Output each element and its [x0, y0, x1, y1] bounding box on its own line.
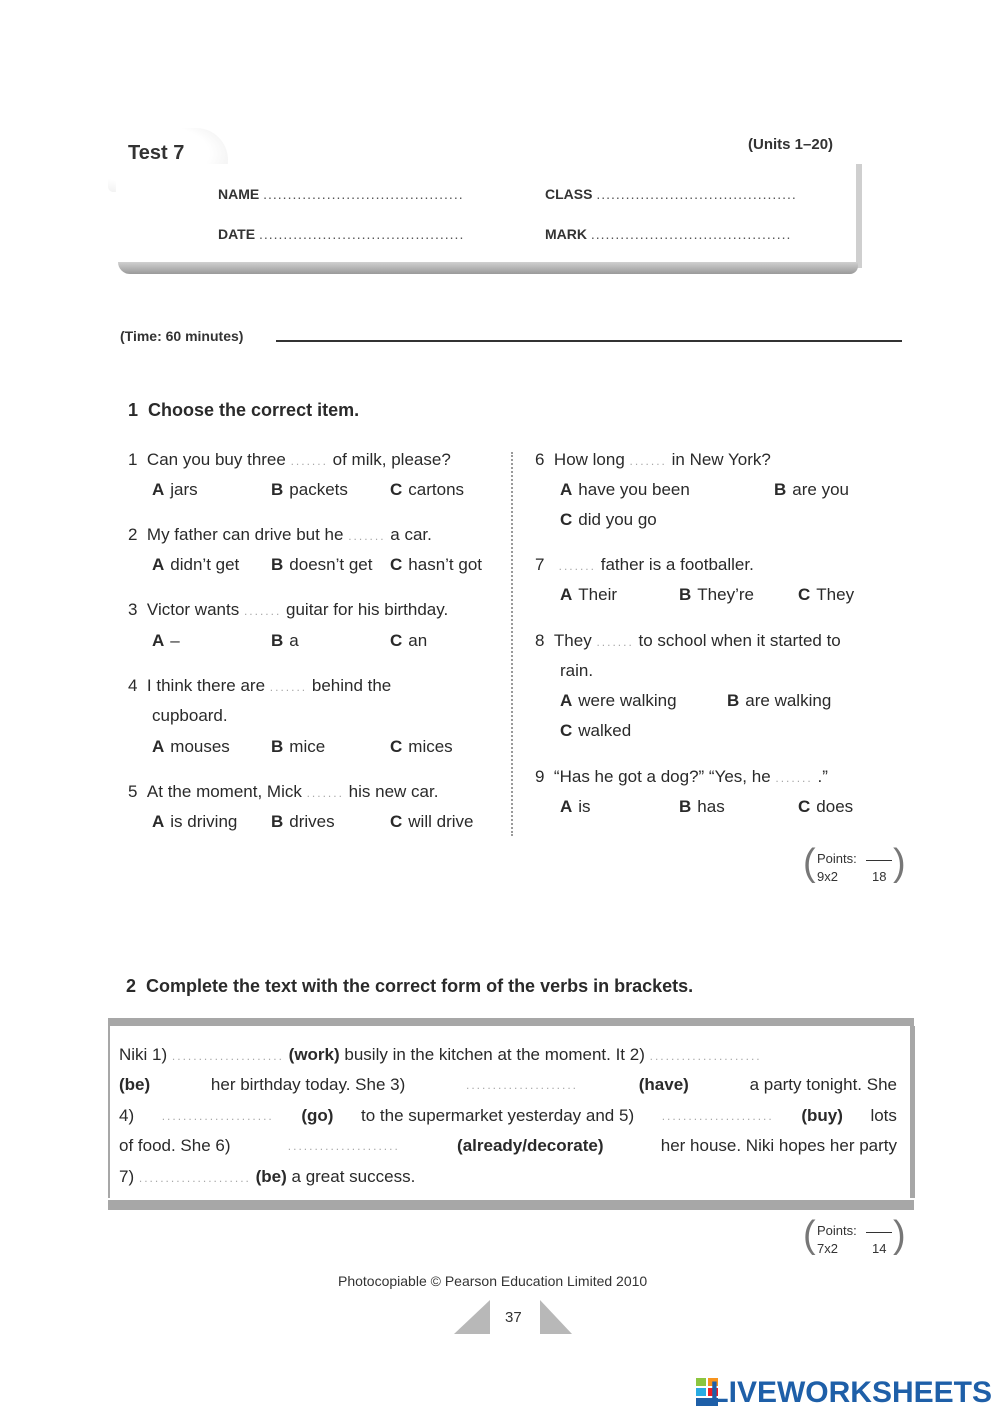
name-field[interactable]: NAME ......................................... [218, 186, 464, 202]
text-line-3: 4) ..................... (go) to the supermarket yesterday and 5) ..................... (buy) lots [119, 1106, 897, 1125]
question-2: 2 My father can drive but he ....... a car. [128, 525, 432, 544]
question-5: 5 At the moment, Mick ....... his new car. [128, 782, 439, 801]
option-8b[interactable]: B are walking [727, 691, 832, 710]
option-2a[interactable]: A didn’t get [152, 555, 240, 574]
points-total-1: 18 [872, 869, 887, 884]
question-6: 6 How long ....... in New York? [535, 450, 771, 469]
answer-gap[interactable]: ..................... [661, 1109, 774, 1123]
option-7a[interactable]: A Their [560, 585, 618, 604]
answer-gap[interactable]: ..................... [171, 1049, 284, 1063]
section2-heading: 2 Complete the text with the correct form of the verbs in brackets. [126, 976, 694, 996]
time-label: (Time: 60 minutes) [120, 328, 244, 344]
points-label-2: Points: [817, 1223, 857, 1238]
option-2b[interactable]: B doesn’t get [271, 555, 373, 574]
page-triangle-left [454, 1300, 490, 1334]
question-4-cont: cupboard. [152, 706, 228, 725]
student-info-card [116, 164, 862, 268]
option-5a[interactable]: A is driving [152, 812, 238, 831]
answer-gap[interactable]: ....... [629, 454, 667, 468]
answer-gap[interactable]: ....... [348, 529, 386, 543]
mark-field[interactable]: MARK ......................................... [545, 226, 792, 242]
points-calc-2: 7x2 [817, 1241, 838, 1256]
answer-gap[interactable]: ....... [558, 559, 596, 573]
text-line-2: (be) her birthday today. She 3) ..................... (have) a party tonight. She [119, 1075, 897, 1094]
brand-wordmark[interactable]: LIVEWORKSHEETS [710, 1376, 992, 1409]
test-title: Test 7 [128, 142, 185, 164]
option-1b[interactable]: B packets [271, 480, 348, 499]
option-9c[interactable]: C does [798, 797, 854, 816]
question-4: 4 I think there are ....... behind the [128, 676, 392, 695]
answer-gap[interactable]: ....... [269, 680, 308, 694]
answer-gap[interactable]: ..................... [287, 1139, 400, 1153]
section1-heading: 1 Choose the correct item. [128, 400, 360, 420]
points-label-1: Points: [817, 851, 857, 866]
option-6b[interactable]: B are you [774, 480, 849, 499]
answer-gap[interactable]: ....... [306, 786, 344, 800]
question-8-cont: rain. [560, 661, 594, 680]
option-4c[interactable]: C mices [390, 737, 453, 756]
page-number: 37 [505, 1309, 522, 1326]
page-triangle-right [540, 1300, 572, 1334]
points-paren-left: ( [803, 842, 816, 884]
question-8: 8 They ....... to school when it started to [535, 631, 841, 650]
answer-gap[interactable]: ..................... [466, 1078, 579, 1092]
answer-gap[interactable]: ..................... [138, 1171, 251, 1185]
column-divider [511, 452, 513, 836]
box-bottom-bar [108, 1200, 914, 1210]
points-paren-left: ( [803, 1214, 816, 1256]
option-9a[interactable]: A is [560, 797, 591, 816]
option-4b[interactable]: B mice [271, 737, 326, 756]
option-2c[interactable]: C hasn’t got [390, 555, 483, 574]
text-line-5: 7) ..................... (be) a great success. [119, 1167, 416, 1186]
option-5b[interactable]: B drives [271, 812, 335, 831]
question-9: 9 “Has he got a dog?” “Yes, he ....... .” [535, 767, 828, 786]
option-1c[interactable]: C cartons [390, 480, 465, 499]
date-field[interactable]: DATE .......................................... [218, 226, 465, 242]
class-field[interactable]: CLASS ......................................... [545, 186, 797, 202]
points-paren-right: ) [893, 842, 906, 884]
answer-gap[interactable]: ....... [775, 771, 813, 785]
option-5c[interactable]: C will drive [390, 812, 474, 831]
points-paren-right: ) [893, 1214, 906, 1256]
points-calc-1: 9x2 [817, 869, 838, 884]
answer-gap[interactable]: ..................... [161, 1109, 274, 1123]
option-3b[interactable]: B a [271, 631, 299, 650]
card-shadow [118, 262, 858, 274]
option-6c[interactable]: C did you go [560, 510, 657, 529]
answer-gap[interactable]: ....... [243, 604, 282, 618]
answer-gap[interactable]: ....... [596, 635, 634, 649]
option-8c[interactable]: C walked [560, 721, 632, 740]
option-7c[interactable]: C They [798, 585, 855, 604]
question-3: 3 Victor wants ....... guitar for his birthday. [128, 600, 449, 619]
option-6a[interactable]: A have you been [560, 480, 690, 499]
answer-gap[interactable]: ..................... [649, 1049, 762, 1063]
option-3c[interactable]: C an [390, 631, 428, 650]
option-8a[interactable]: A were walking [560, 691, 677, 710]
option-9b[interactable]: B has [679, 797, 725, 816]
answer-gap[interactable]: ....... [290, 454, 328, 468]
question-7: 7 ....... father is a footballer. [535, 555, 754, 574]
points-rule-1 [866, 860, 892, 861]
time-rule [276, 340, 902, 342]
option-1a[interactable]: A jars [152, 480, 198, 499]
copyright-footer: Photocopiable © Pearson Education Limited 2010 [338, 1273, 648, 1289]
option-4a[interactable]: A mouses [152, 737, 230, 756]
points-rule-2 [866, 1232, 892, 1233]
text-line-4: of food. She 6) ..................... (already/decorate) her house. Niki hopes her party [119, 1136, 897, 1155]
option-7b[interactable]: B They’re [679, 585, 754, 604]
option-3a[interactable]: A – [152, 631, 180, 650]
points-total-2: 14 [872, 1241, 887, 1256]
units-label: (Units 1–20) [748, 136, 834, 153]
question-1: 1 Can you buy three ....... of milk, please? [128, 450, 451, 469]
text-line-1: Niki 1) ..................... (work) busily in the kitchen at the moment. It 2) ..................... [119, 1045, 762, 1064]
